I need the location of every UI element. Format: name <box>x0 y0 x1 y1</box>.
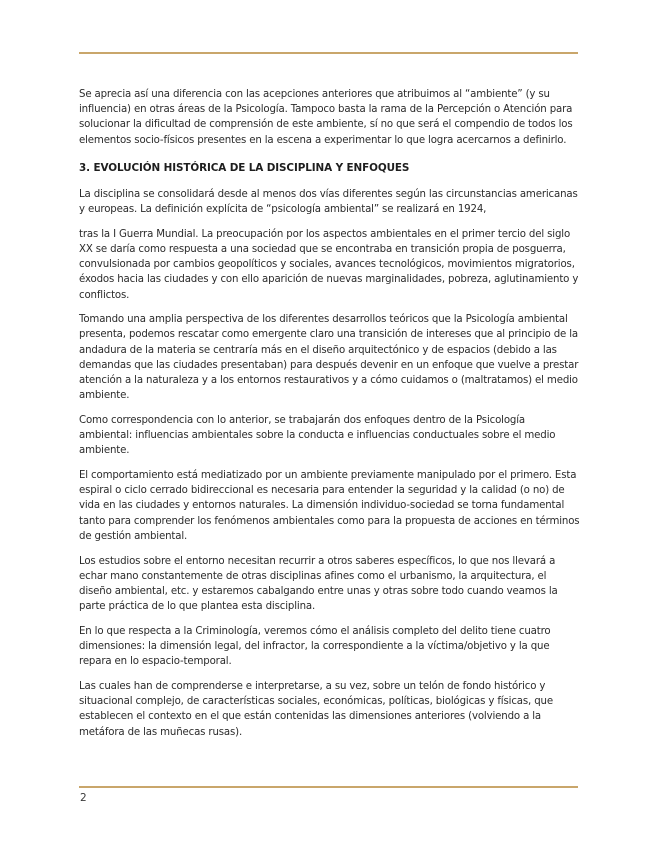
body-paragraph: Como correspondencia con lo anterior, se trabajarán dos enfoques dentro de la Psicología ambiental: influencias ambientales sobre la conducta e influencias conductuales sobre el medio ambiente. <box>79 414 556 457</box>
body-paragraph: El comportamiento está mediatizado por un ambiente previamente manipulado por el primero. Esta espiral o ciclo cerrado bidireccional es necesaria para entender la seguridad y la calidad (o no) de vida en las ciudades y entornos naturales. La dimensión individuo-sociedad se torna fundamental tanto para comprender los fenómenos ambientales como para la propuesta de acciones en términos de gestión ambiental. <box>79 470 580 542</box>
body-paragraph: En lo que respecta a la Criminología, veremos cómo el análisis completo del delito tiene cuatro dimensiones: la dimensión legal, del infractor, la correspondiente a la víctima/objetivo y la que repara en lo espacio-temporal. <box>79 625 551 668</box>
body-paragraph: Tomando una amplia perspectiva de los diferentes desarrollos teóricos que la Psicología ambiental presenta, podemos rescatar como emergente claro una transición de intereses que al principio de la andadura de la materia se centraría más en el diseño arquitectónico y de espacios (debido a las demandas que las ciudades presentaban) para después devenir en un enfoque que vuelve a prestar atención a la naturaleza y a los entornos restaurativos y a cómo cuidamos o (maltratamos) el medio ambiente. <box>79 314 579 402</box>
body-paragraph: tras la I Guerra Mundial. La preocupación por los aspectos ambientales en el primer tercio del siglo XX se daría como respuesta a una sociedad que se encontraba en transición propia de posguerra, convulsionada por cambios geopolíticos y sociales, avances tecnológicos, movimientos migratorios, éxodos hacia las ciudades y con ello aparición de nuevas marginalidades, pobreza, aglutinamiento y conflictos. <box>79 228 579 301</box>
section-heading: 3. EVOLUCIÓN HISTÓRICA DE LA DISCIPLINA Y ENFOQUES <box>79 161 410 174</box>
page-body <box>79 87 581 749</box>
body-paragraph: Las cuales han de comprenderse e interpretarse, a su vez, sobre un telón de fondo histórico y situacional complejo, de características sociales, económicas, políticas, biológicas y físicas, que establecen el contexto en el que están contenidas las dimensiones anteriores (volviendo a la metáfora de las muñecas rusas). <box>79 681 553 738</box>
footer-divider <box>79 786 578 788</box>
page-number: 2 <box>80 792 87 804</box>
body-paragraph-intro: Se aprecia así una diferencia con las acepciones anteriores que atribuimos al “ambiente” (y su influencia) en otras áreas de la Psicología. Tampoco basta la rama de la Percepción o Atención para solucionar la dificultad de comprensión de este ambiente, sí no que será el compendio de todos los elementos socio-físicos presentes en la escena a experimentar lo que logra acercarnos a definirlo. <box>79 89 573 146</box>
body-paragraph: La disciplina se consolidará desde al menos dos vías diferentes según las circunstancias americanas y europeas. La definición explícita de “psicología ambiental” se realizará en 1924, <box>79 188 578 216</box>
body-paragraph: Los estudios sobre el entorno necesitan recurrir a otros saberes específicos, lo que nos llevará a echar mano constantemente de otras disciplinas afines como el urbanismo, la arquitectura, el diseño ambiental, etc. y estaremos cabalgando entre unas y otras sobre todo cuando veamos la parte práctica de lo que plantea esta disciplina. <box>79 555 558 613</box>
header-divider <box>79 52 578 54</box>
